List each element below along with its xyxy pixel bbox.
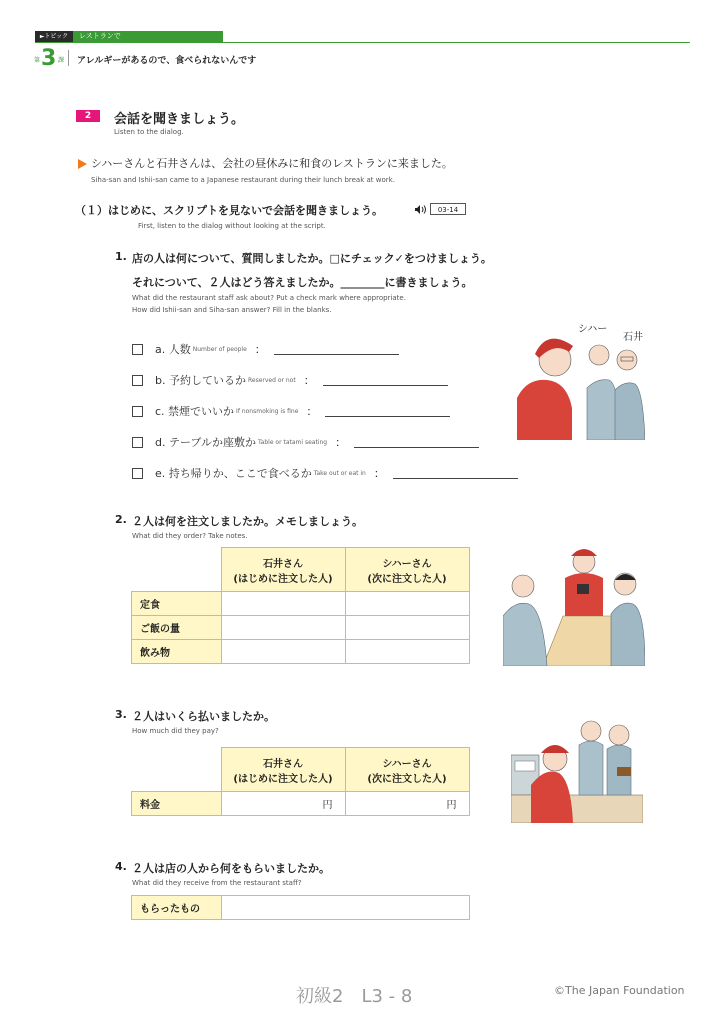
page-number: 初級2 L3 - 8 [296, 986, 413, 1007]
col-shiha [345, 748, 469, 792]
answer-blank-c[interactable] [325, 406, 450, 417]
price-cell-ishii[interactable] [221, 792, 345, 816]
checkbox-d[interactable] [132, 437, 143, 448]
received-table [131, 895, 470, 920]
row-drinks: 飲み物 [132, 640, 222, 664]
checkbox-b[interactable] [132, 375, 143, 386]
checkbox-e[interactable] [132, 468, 143, 479]
item4-english: What did they receive from the restaurant staff? [132, 879, 302, 887]
answer-blank-e[interactable] [393, 468, 518, 479]
row-received: もらったもの [132, 896, 222, 920]
col-ishii [221, 548, 345, 592]
col-ishii [221, 748, 345, 792]
lesson-dai: 第 [34, 57, 41, 64]
item2-english: What did they order? Take notes. [132, 532, 248, 540]
item3-text: ２人はいくら払いましたか。 [132, 710, 275, 723]
label-ishii: 石井 [623, 332, 643, 343]
lesson-ka: 課 [58, 57, 65, 64]
option-row-d [132, 432, 479, 452]
option-row-b [132, 370, 448, 390]
checkbox-a[interactable] [132, 344, 143, 355]
item1-english1: What did the restaurant staff ask about? Put a check mark where appropriate. [132, 294, 406, 302]
option-letter: a. [155, 342, 166, 356]
section-number-badge: 2 [76, 110, 100, 122]
question-english: First, listen to the dialog without looking at the script. [138, 222, 326, 230]
item4-number: 4. [115, 860, 127, 873]
answer-cell[interactable] [345, 592, 469, 616]
col-shiha [345, 548, 469, 592]
question-label: （１） [75, 204, 108, 217]
col-shiha-sub: (次に注文した人) [367, 773, 447, 785]
option-jp: 持ち帰りか、ここで食べるか [168, 467, 312, 480]
table-corner [132, 748, 222, 792]
option-row-a [132, 339, 399, 359]
item3-english: How much did they pay? [132, 727, 219, 735]
header-separator [68, 50, 69, 66]
option-en: Table or tatami seating [258, 438, 328, 446]
paying-illustration [511, 715, 643, 823]
yen-unit: 円 [322, 800, 333, 811]
option-en: Reserved or not [247, 376, 296, 384]
lesson-number: 3 [41, 46, 57, 71]
section-subtitle: Listen to the dialog. [114, 128, 184, 136]
item4-text: ２人は店の人から何をもらいましたか。 [132, 862, 330, 875]
yen-unit: 円 [446, 800, 457, 811]
intro-english: Siha-san and Ishii-san came to a Japanese restaurant during their lunch break at work. [91, 176, 395, 184]
item1-line2: それについて、２人はどう答えましたか。________に書きましょう。 [132, 276, 473, 289]
colon: ： [373, 467, 385, 480]
lesson-title: アレルギーがあるので、食べられないんです [77, 56, 257, 66]
answer-blank-d[interactable] [354, 437, 479, 448]
price-cell-shiha[interactable] [345, 792, 469, 816]
answer-cell[interactable] [345, 616, 469, 640]
row-rice-amount: ご飯の量 [132, 616, 222, 640]
item2-number: 2. [115, 513, 127, 526]
item1-number: 1. [115, 250, 127, 263]
option-letter: c. [155, 404, 165, 418]
col-shiha-name: シハーさん [382, 558, 432, 570]
option-jp: テーブルか座敷か [168, 436, 256, 449]
intro-japanese: シハーさんと石井さんは、会社の昼休みに和食のレストランに来ました。 [91, 157, 453, 170]
audio-icon[interactable] [414, 204, 428, 215]
answer-blank-a[interactable] [274, 344, 399, 355]
option-jp: 禁煙でいいか [168, 405, 235, 418]
option-en: If nonsmoking is fine [236, 407, 299, 415]
option-letter: e. [155, 466, 166, 480]
checkbox-c[interactable] [132, 406, 143, 417]
label-shiha: シハー [578, 324, 608, 335]
option-en: Number of people [192, 345, 247, 353]
option-row-e [132, 463, 518, 483]
answer-cell[interactable] [221, 592, 345, 616]
answer-cell[interactable] [345, 640, 469, 664]
colon: ： [306, 405, 318, 418]
option-jp: 人数 [168, 343, 191, 356]
option-letter: b. [155, 373, 166, 387]
item1-line1: 店の人は何について、質問しましたか。□にチェック✓をつけましょう。 [132, 252, 492, 265]
answer-blank-b[interactable] [323, 375, 448, 386]
col-shiha-sub: (次に注文した人) [367, 573, 447, 585]
col-shiha-name: シハーさん [382, 758, 432, 770]
col-ishii-sub: (はじめに注文した人) [233, 773, 333, 785]
item3-number: 3. [115, 708, 127, 721]
item2-text: ２人は何を注文しましたか。メモしましょう。 [132, 515, 363, 528]
option-jp: 予約しているか [168, 374, 246, 387]
order-table [131, 547, 470, 664]
answer-cell[interactable] [221, 616, 345, 640]
topic-label: レストランで [73, 31, 223, 42]
row-price: 料金 [132, 792, 222, 816]
colon: ： [335, 436, 347, 449]
option-row-c [132, 401, 450, 421]
copyright: ©The Japan Foundation [554, 984, 685, 997]
header-rule [35, 42, 690, 43]
col-ishii-name: 石井さん [263, 758, 303, 770]
ordering-illustration [503, 538, 645, 666]
triangle-bullet-icon [78, 159, 87, 169]
topic-tag: ►トピック [35, 31, 73, 42]
row-teishoku: 定食 [132, 592, 222, 616]
col-ishii-name: 石井さん [263, 558, 303, 570]
audio-track-label[interactable]: 03-14 [430, 203, 466, 215]
item1-english2: How did Ishii-san and Siha-san answer? Fill in the blanks. [132, 306, 332, 314]
payment-table [131, 747, 470, 816]
option-letter: d. [155, 435, 166, 449]
colon: ： [254, 343, 266, 356]
option-en: Take out or eat in [313, 469, 366, 477]
section-title: 会話を聞きましょう。 [114, 112, 245, 127]
answer-cell[interactable] [221, 640, 345, 664]
question-text: はじめに、スクリプトを見ないで会話を聞きましょう。 [108, 204, 383, 217]
col-ishii-sub: (はじめに注文した人) [233, 573, 333, 585]
colon: ： [303, 374, 315, 387]
received-answer-cell[interactable] [222, 896, 470, 920]
table-corner [132, 548, 222, 592]
